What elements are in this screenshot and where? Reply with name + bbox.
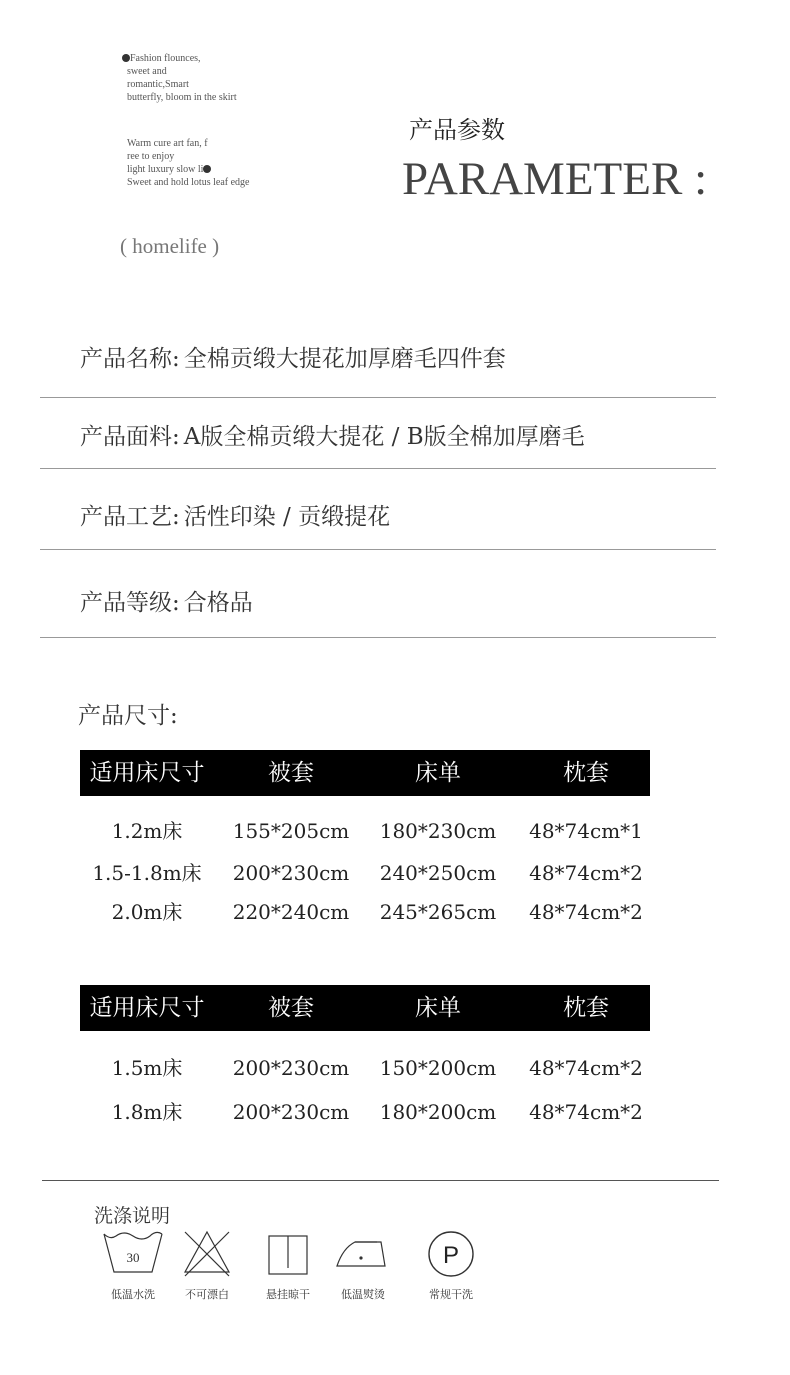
wash-item	[411, 1228, 491, 1302]
homelife-tag: ( homelife )	[120, 234, 220, 258]
table-cell: 240*250cm	[379, 861, 497, 885]
wash-item	[167, 1228, 247, 1302]
table-cell: 1.2m床	[111, 819, 183, 843]
param-value: 活性印染 / 贡缎提花	[183, 504, 391, 530]
table-cell: 200*230cm	[232, 1056, 350, 1080]
table-row	[80, 858, 650, 888]
size-section-label: 产品尺寸:	[78, 703, 178, 729]
page-title-en: PARAMETER :	[402, 153, 708, 205]
table-cell: 1.5-1.8m床	[92, 861, 202, 885]
param-label: 产品工艺:	[80, 504, 180, 530]
divider	[40, 637, 716, 638]
intro-text-a	[122, 52, 237, 104]
table-cell: 48*74cm*2	[529, 900, 643, 924]
param-row-fabric	[80, 418, 585, 451]
table-cell: 200*230cm	[232, 861, 350, 885]
wash-item	[93, 1228, 173, 1302]
col-header: 被套	[268, 995, 314, 1021]
hang-dry-icon	[262, 1228, 314, 1280]
table-cell: 180*200cm	[379, 1100, 497, 1124]
table-row	[80, 816, 650, 846]
wash-label: 悬挂晾干	[266, 1288, 310, 1301]
wash-item	[248, 1228, 328, 1302]
wash-label: 常规干洗	[429, 1288, 473, 1301]
table-cell: 48*74cm*2	[529, 1056, 643, 1080]
param-value: 合格品	[183, 590, 253, 616]
low-iron-icon	[333, 1228, 393, 1280]
col-header: 枕套	[563, 760, 609, 786]
wash-label: 低温熨烫	[341, 1288, 385, 1301]
table-cell: 245*265cm	[379, 900, 497, 924]
param-value: A版全棉贡缎大提花 / B版全棉加厚磨毛	[183, 424, 585, 450]
wash-item	[323, 1228, 403, 1302]
table-cell: 1.8m床	[111, 1100, 183, 1124]
intro-line: romantic,Smart	[122, 79, 189, 90]
intro-text-b	[127, 137, 249, 189]
table-cell: 48*74cm*1	[529, 819, 643, 843]
col-header: 适用床尺寸	[89, 760, 205, 786]
intro-line: ree to enjoy	[127, 151, 175, 162]
table-cell: 2.0m床	[111, 900, 183, 924]
wash-temp: 30	[126, 1250, 140, 1265]
table-row	[80, 897, 650, 927]
col-header: 枕套	[563, 995, 609, 1021]
col-header: 被套	[268, 760, 314, 786]
size-table-2-header	[80, 985, 650, 1031]
page-title-cn: 产品参数	[409, 116, 505, 144]
param-label: 产品面料:	[80, 424, 180, 450]
param-row-craft	[80, 498, 390, 531]
param-label: 产品等级:	[80, 590, 180, 616]
no-bleach-icon	[181, 1228, 233, 1280]
table-cell: 155*205cm	[232, 819, 350, 843]
table-cell: 48*74cm*2	[529, 861, 643, 885]
divider	[40, 549, 716, 550]
table-row	[80, 1053, 650, 1083]
param-label: 产品名称:	[80, 346, 180, 372]
col-header: 床单	[415, 995, 461, 1021]
bullet-dot-icon	[122, 54, 130, 62]
table-cell: 48*74cm*2	[529, 1100, 643, 1124]
bullet-dot-icon	[203, 165, 211, 173]
table-cell: 150*200cm	[379, 1056, 497, 1080]
dry-clean-letter: P	[442, 1242, 460, 1269]
table-cell: 180*230cm	[379, 819, 497, 843]
wash-label: 低温水洗	[111, 1288, 155, 1301]
wash-30-icon	[102, 1228, 164, 1280]
intro-line: sweet and	[122, 66, 167, 77]
divider	[42, 1180, 719, 1181]
wash-label: 不可漂白	[185, 1288, 229, 1301]
col-header: 适用床尺寸	[89, 995, 205, 1021]
intro-line: light luxury slow li	[127, 164, 204, 175]
size-table-1-header	[80, 750, 650, 796]
dry-clean-p-icon	[425, 1228, 477, 1280]
param-row-name	[80, 340, 506, 373]
param-value: 全棉贡缎大提花加厚磨毛四件套	[183, 346, 506, 372]
table-cell: 220*240cm	[232, 900, 350, 924]
intro-line: Fashion flounces,	[130, 53, 201, 64]
col-header: 床单	[415, 760, 461, 786]
table-row	[80, 1097, 650, 1127]
table-cell: 1.5m床	[111, 1056, 183, 1080]
param-row-grade	[80, 584, 253, 617]
divider	[40, 468, 716, 469]
divider	[40, 397, 716, 398]
intro-line: butterfly, bloom in the skirt	[122, 92, 237, 103]
intro-line: Warm cure art fan, f	[127, 138, 208, 149]
table-cell: 200*230cm	[232, 1100, 350, 1124]
intro-line: Sweet and hold lotus leaf edge	[127, 177, 250, 188]
wash-title: 洗涤说明	[94, 1205, 171, 1227]
